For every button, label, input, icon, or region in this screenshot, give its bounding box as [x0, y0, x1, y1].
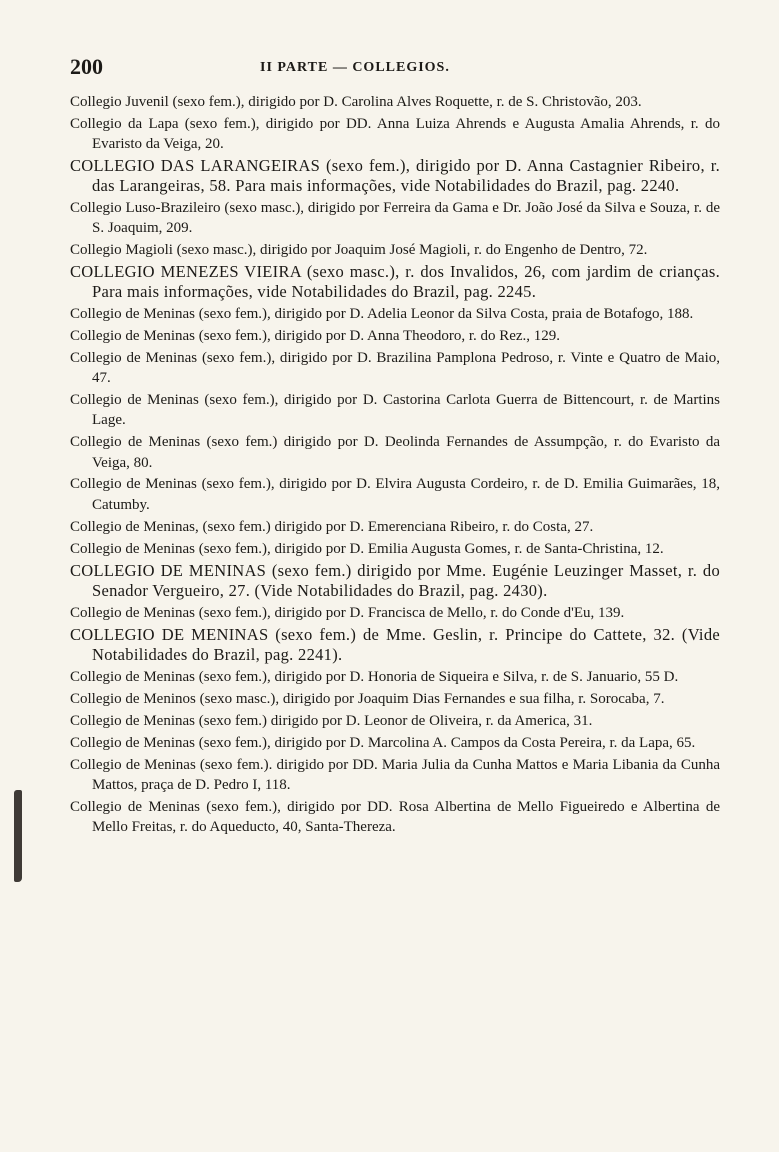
entry-meninas-geslin: COLLEGIO DE MENINAS (sexo fem.) de Mme. Geslin, r. Principe do Cattete, 32. (Vide Notabilidades do Brazil, pag. 2241).	[70, 624, 720, 664]
page-number: 200	[70, 54, 103, 79]
entry-meninas-maria-julia: Collegio de Meninas (sexo fem.). dirigido por DD. Maria Julia da Cunha Mattos e Maria Libania da Cunha Mattos, praça de D. Pedro I, 118.	[70, 756, 720, 793]
entry-meninas-castorina: Collegio de Meninas (sexo fem.), dirigido por D. Castorina Carlota Guerra de Bittencourt, r. de Martins Lage.	[70, 392, 720, 429]
entry-meninas-deolinda: Collegio de Meninas (sexo fem.) dirigido por D. Deolinda Fernandes de Assumpção, r. do Evaristo da Veiga, 80.	[70, 434, 720, 471]
entry-collegio-menezes-vieira: COLLEGIO MENEZES VIEIRA (sexo masc.), r. dos Invalidos, 26, com jardim de crianças. Para mais informações, vide Notabilidades do Brazil, pag. 2245.	[70, 262, 720, 302]
entry-meninas-emerenciana: Collegio de Meninas, (sexo fem.) dirigido por D. Emerenciana Ribeiro, r. do Costa, 27.	[70, 518, 594, 535]
entry-collegio-das-larangeiras: COLLEGIO DAS LARANGEIRAS (sexo fem.), dirigido por D. Anna Castagnier Ribeiro, r. das Larangeiras, 58. Para mais informações, vide Notabilidades do Brazil, pag. 2240.	[70, 156, 720, 196]
entry-meninas-emilia: Collegio de Meninas (sexo fem.), dirigido por D. Emilia Augusta Gomes, r. de Santa-Christina, 12.	[70, 540, 664, 557]
entry-meninos-joaquim: Collegio de Meninos (sexo masc.), dirigido por Joaquim Dias Fernandes e sua filha, r. Sorocaba, 7.	[70, 690, 665, 707]
entry-collegio-da-lapa: Collegio da Lapa (sexo fem.), dirigido por DD. Anna Luiza Ahrends e Augusta Amalia Ahrends, r. do Evaristo da Veiga, 20.	[70, 115, 720, 153]
entry-meninas-adelia: Collegio de Meninas (sexo fem.), dirigido por D. Adelia Leonor da Silva Costa, praia de Botafogo, 188.	[70, 306, 694, 323]
entry-meninas-honoria: Collegio de Meninas (sexo fem.), dirigido por D. Honoria de Siqueira e Silva, r. de S. Januario, 55 D.	[70, 668, 679, 685]
entry-meninas-anna-theodoro: Collegio de Meninas (sexo fem.), dirigido por D. Anna Theodoro, r. do Rez., 129.	[70, 328, 561, 345]
entry-collegio-magioli: Collegio Magioli (sexo masc.), dirigido por Joaquim José Magioli, r. do Engenho de Dentro, 72.	[70, 242, 648, 259]
running-head: II PARTE — COLLEGIOS.	[260, 60, 450, 75]
entry-collegio-luso-brazileiro: Collegio Luso-Brazileiro (sexo masc.), dirigido por Ferreira da Gama e Dr. João José da Silva e Souza, r. de S. Joaquim, 209.	[70, 200, 720, 237]
entry-meninas-rosa-albertina: Collegio de Meninas (sexo fem.), dirigido por DD. Rosa Albertina de Mello Figueiredo e Albertina de Mello Freitas, r. do Aqueducto, 40, Santa-Thereza.	[70, 798, 720, 835]
page-header	[70, 54, 720, 82]
entry-meninas-elvira: Collegio de Meninas (sexo fem.), dirigido por D. Elvira Augusta Cordeiro, r. de D. Emilia Guimarães, 18, Catumby.	[70, 476, 720, 513]
entry-list	[70, 92, 720, 839]
margin-ink-mark	[14, 790, 22, 882]
entry-meninas-marcolina: Collegio de Meninas (sexo fem.), dirigido por D. Marcolina A. Campos da Costa Pereira, r. da Lapa, 65.	[70, 734, 696, 751]
entry-meninas-francisca: Collegio de Meninas (sexo fem.), dirigido por D. Francisca de Mello, r. do Conde d'Eu, 139.	[70, 604, 625, 621]
entry-meninas-eugenie: COLLEGIO DE MENINAS (sexo fem.) dirigido por Mme. Eugénie Leuzinger Masset, r. do Senador Vergueiro, 27. (Vide Notabilidades do Brazil, pag. 2430).	[70, 560, 720, 600]
entry-meninas-leonor: Collegio de Meninas (sexo fem.) dirigido por D. Leonor de Oliveira, r. da America, 31.	[70, 712, 593, 729]
entry-collegio-juvenil: Collegio Juvenil (sexo fem.), dirigido por D. Carolina Alves Roquette, r. de S. Christovão, 203.	[70, 94, 642, 110]
entry-meninas-brazilina: Collegio de Meninas (sexo fem.), dirigido por D. Brazilina Pamplona Pedroso, r. Vinte e Quatro de Maio, 47.	[70, 350, 720, 387]
